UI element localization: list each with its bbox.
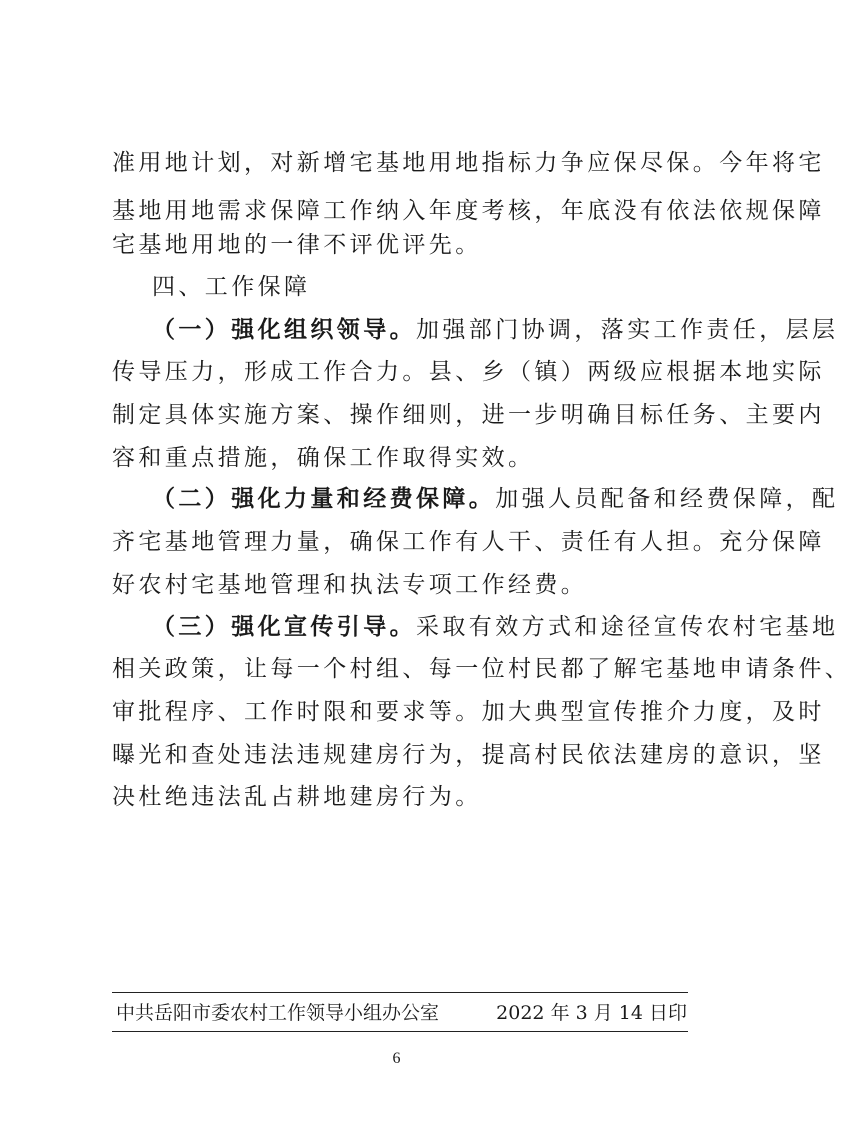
footer-date: 2022 年 3 月 14 日印 <box>496 1002 687 1024</box>
item3-line-2: 相关政策，让每一个村组、每一位村民都了解宅基地申请条件、 <box>112 656 851 682</box>
item2-heading: （二）强化力量和经费保障。 <box>152 485 496 512</box>
body-line-3: 宅基地用地的一律不评优评先。 <box>112 232 482 258</box>
item2-first-line <box>152 484 838 514</box>
item3-first-line <box>152 612 838 642</box>
item1-heading: （一）强化组织领导。 <box>152 316 416 343</box>
item1-line-2: 传导压力，形成工作合力。县、乡（镇）两级应根据本地实际 <box>112 359 825 385</box>
item1-line-3: 制定具体实施方案、操作细则，进一步明确目标任务、主要内 <box>112 402 825 428</box>
footer-rule-bottom <box>112 1031 688 1032</box>
item1-line-4: 容和重点措施，确保工作取得实效。 <box>112 445 535 471</box>
item2-line-3: 好农村宅基地管理和执法专项工作经费。 <box>112 572 588 598</box>
page-number: 6 <box>392 1050 401 1067</box>
item3-line-3: 审批程序、工作时限和要求等。加大典型宣传推介力度，及时 <box>112 699 825 725</box>
body-line-1: 准用地计划，对新增宅基地用地指标力争应保尽保。今年将宅 <box>112 150 825 176</box>
item3-line-4: 曝光和查处违法违规建房行为，提高村民依法建房的意识，坚 <box>112 742 825 768</box>
item2-line-2: 齐宅基地管理力量，确保工作有人干、责任有人担。充分保障 <box>112 529 825 555</box>
footer-rule-top <box>112 992 688 993</box>
body-line-2: 基地用地需求保障工作纳入年度考核，年底没有依法依规保障 <box>112 198 825 224</box>
item3-heading: （三）强化宣传引导。 <box>152 613 416 640</box>
item2-line1: 加强人员配备和经费保障，配 <box>495 486 839 512</box>
item3-line1: 采取有效方式和途径宣传农村宅基地 <box>416 614 839 640</box>
item1-line1: 加强部门协调，落实工作责任，层层 <box>416 317 839 343</box>
item3-line-5: 决杜绝违法乱占耕地建房行为。 <box>112 784 482 810</box>
section-heading: 四、工作保障 <box>152 274 311 300</box>
footer-issuer: 中共岳阳市委农村工作领导小组办公室 <box>116 1002 440 1024</box>
item1-first-line <box>152 315 838 345</box>
